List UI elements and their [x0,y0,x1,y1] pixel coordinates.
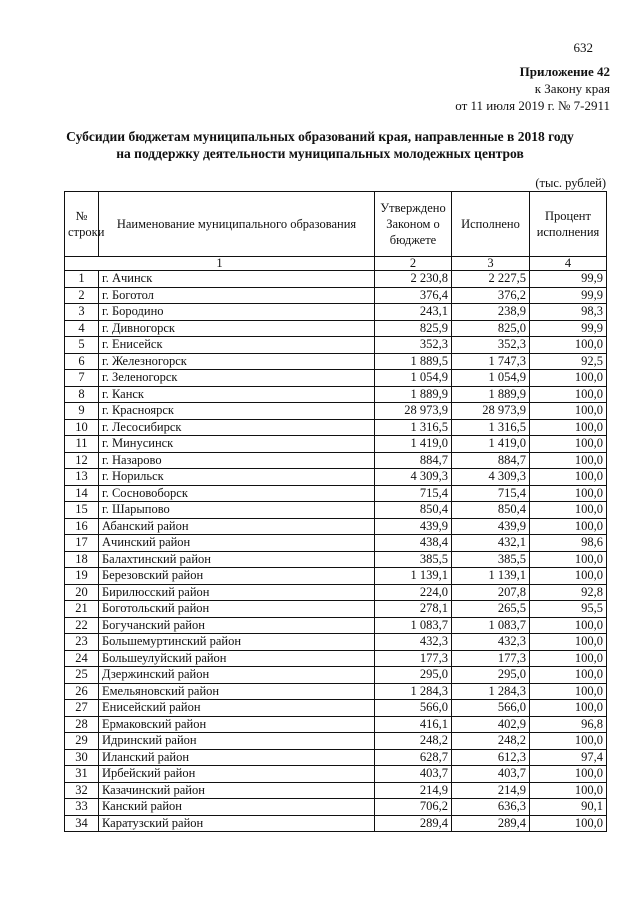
row-percent: 96,8 [530,716,607,733]
row-municipality: Березовский район [99,568,375,585]
table-row [65,617,607,634]
table-row [65,271,607,288]
appendix-date: от 11 июля 2019 г. № 7-2911 [455,98,610,113]
row-municipality: Казачинский район [99,782,375,799]
row-number: 11 [65,436,99,453]
row-executed: 214,9 [452,782,530,799]
row-executed: 432,1 [452,535,530,552]
row-number: 9 [65,403,99,420]
row-number: 25 [65,667,99,684]
row-approved: 628,7 [375,749,452,766]
row-executed: 850,4 [452,502,530,519]
row-executed: 1 747,3 [452,353,530,370]
row-executed: 248,2 [452,733,530,750]
row-municipality: Канский район [99,799,375,816]
table-row [65,601,607,618]
row-number: 1 [65,271,99,288]
table-row [65,667,607,684]
column-number-3: 3 [452,257,530,271]
row-number: 30 [65,749,99,766]
units-label: (тыс. рублей) [535,176,606,190]
row-percent: 92,5 [530,353,607,370]
row-percent: 92,8 [530,584,607,601]
table-row [65,716,607,733]
row-municipality: Богучанский район [99,617,375,634]
row-approved: 177,3 [375,650,452,667]
row-executed: 2 227,5 [452,271,530,288]
table-row [65,733,607,750]
header-executed: Исполнено [452,192,530,257]
row-number: 20 [65,584,99,601]
row-number: 7 [65,370,99,387]
row-approved: 2 230,8 [375,271,452,288]
row-municipality: г. Бородино [99,304,375,321]
document-title [0,128,640,162]
row-approved: 1 284,3 [375,683,452,700]
row-number: 16 [65,518,99,535]
row-executed: 715,4 [452,485,530,502]
row-number: 17 [65,535,99,552]
table-row [65,403,607,420]
table-row [65,650,607,667]
row-executed: 1 419,0 [452,436,530,453]
row-percent: 100,0 [530,766,607,783]
row-number: 4 [65,320,99,337]
row-approved: 1 139,1 [375,568,452,585]
row-municipality: Иланский район [99,749,375,766]
row-approved: 825,9 [375,320,452,337]
row-municipality: Идринский район [99,733,375,750]
row-number: 18 [65,551,99,568]
table-row [65,634,607,651]
table-row [65,386,607,403]
row-percent: 100,0 [530,815,607,832]
row-approved: 214,9 [375,782,452,799]
row-percent: 100,0 [530,568,607,585]
table-row [65,766,607,783]
row-percent: 100,0 [530,502,607,519]
row-approved: 439,9 [375,518,452,535]
row-municipality: г. Железногорск [99,353,375,370]
row-municipality: г. Енисейск [99,337,375,354]
row-number: 5 [65,337,99,354]
column-number-row [65,257,607,271]
table-row [65,337,607,354]
table-row [65,452,607,469]
row-municipality: Дзержинский район [99,667,375,684]
row-executed: 432,3 [452,634,530,651]
row-percent: 100,0 [530,436,607,453]
row-approved: 884,7 [375,452,452,469]
table-row [65,469,607,486]
row-executed: 439,9 [452,518,530,535]
row-approved: 289,4 [375,815,452,832]
row-number: 34 [65,815,99,832]
row-percent: 98,6 [530,535,607,552]
row-executed: 352,3 [452,337,530,354]
row-number: 22 [65,617,99,634]
table-row [65,320,607,337]
row-number: 10 [65,419,99,436]
row-number: 15 [65,502,99,519]
row-municipality: Бирилюсский район [99,584,375,601]
row-approved: 1 419,0 [375,436,452,453]
row-approved: 403,7 [375,766,452,783]
row-municipality: Ачинский район [99,535,375,552]
table-row [65,683,607,700]
table-row [65,370,607,387]
row-number: 26 [65,683,99,700]
row-executed: 28 973,9 [452,403,530,420]
row-executed: 1 889,9 [452,386,530,403]
row-percent: 100,0 [530,370,607,387]
row-number: 21 [65,601,99,618]
appendix-title: Приложение 42 [519,64,610,79]
appendix-block [455,63,610,114]
row-municipality: г. Канск [99,386,375,403]
table-row [65,485,607,502]
row-municipality: Балахтинский район [99,551,375,568]
row-executed: 884,7 [452,452,530,469]
row-approved: 1 889,9 [375,386,452,403]
table-row [65,749,607,766]
row-approved: 566,0 [375,700,452,717]
row-executed: 207,8 [452,584,530,601]
row-executed: 825,0 [452,320,530,337]
row-approved: 715,4 [375,485,452,502]
row-percent: 100,0 [530,683,607,700]
row-approved: 243,1 [375,304,452,321]
table-header-row [65,192,607,257]
row-municipality: г. Зеленогорск [99,370,375,387]
table-row [65,304,607,321]
row-approved: 1 054,9 [375,370,452,387]
row-executed: 1 083,7 [452,617,530,634]
row-municipality: Боготольский район [99,601,375,618]
row-percent: 95,5 [530,601,607,618]
row-percent: 100,0 [530,518,607,535]
row-number: 8 [65,386,99,403]
table-row [65,287,607,304]
row-number: 19 [65,568,99,585]
row-executed: 636,3 [452,799,530,816]
row-municipality: г. Норильск [99,469,375,486]
table-row [65,535,607,552]
row-municipality: Большеулуйский район [99,650,375,667]
row-municipality: Ермаковский район [99,716,375,733]
column-number-1: 1 [65,257,375,271]
row-percent: 99,9 [530,271,607,288]
row-executed: 1 054,9 [452,370,530,387]
table-row [65,799,607,816]
row-percent: 100,0 [530,419,607,436]
row-number: 33 [65,799,99,816]
row-approved: 278,1 [375,601,452,618]
row-municipality: Каратузский район [99,815,375,832]
row-percent: 90,1 [530,799,607,816]
row-number: 28 [65,716,99,733]
row-approved: 385,5 [375,551,452,568]
table-row [65,700,607,717]
row-approved: 352,3 [375,337,452,354]
row-approved: 295,0 [375,667,452,684]
row-approved: 224,0 [375,584,452,601]
row-executed: 1 316,5 [452,419,530,436]
row-number: 31 [65,766,99,783]
row-number: 14 [65,485,99,502]
row-executed: 4 309,3 [452,469,530,486]
table-row [65,584,607,601]
row-percent: 100,0 [530,386,607,403]
row-approved: 1 889,5 [375,353,452,370]
row-approved: 4 309,3 [375,469,452,486]
row-percent: 100,0 [530,551,607,568]
row-percent: 100,0 [530,485,607,502]
row-municipality: Емельяновский район [99,683,375,700]
row-number: 24 [65,650,99,667]
table-row [65,436,607,453]
row-approved: 706,2 [375,799,452,816]
row-percent: 100,0 [530,700,607,717]
row-executed: 289,4 [452,815,530,832]
row-number: 27 [65,700,99,717]
row-executed: 295,0 [452,667,530,684]
row-municipality: Абанский район [99,518,375,535]
row-percent: 100,0 [530,667,607,684]
row-percent: 99,9 [530,320,607,337]
row-number: 12 [65,452,99,469]
row-municipality: г. Ачинск [99,271,375,288]
row-approved: 248,2 [375,733,452,750]
row-municipality: г. Назарово [99,452,375,469]
row-executed: 566,0 [452,700,530,717]
row-number: 3 [65,304,99,321]
row-number: 29 [65,733,99,750]
row-executed: 376,2 [452,287,530,304]
row-percent: 98,3 [530,304,607,321]
row-executed: 402,9 [452,716,530,733]
row-approved: 28 973,9 [375,403,452,420]
row-approved: 432,3 [375,634,452,651]
column-number-4: 4 [530,257,607,271]
row-approved: 416,1 [375,716,452,733]
row-percent: 100,0 [530,617,607,634]
row-percent: 100,0 [530,403,607,420]
table-row [65,815,607,832]
row-municipality: г. Лесосибирск [99,419,375,436]
row-approved: 438,4 [375,535,452,552]
row-approved: 1 083,7 [375,617,452,634]
row-number: 6 [65,353,99,370]
row-municipality: г. Сосновоборск [99,485,375,502]
title-line-1: Субсидии бюджетам муниципальных образований края, направленные в 2018 году [66,129,574,144]
row-executed: 1 139,1 [452,568,530,585]
column-number-2: 2 [375,257,452,271]
row-percent: 100,0 [530,452,607,469]
row-number: 32 [65,782,99,799]
row-executed: 385,5 [452,551,530,568]
row-municipality: г. Шарыпово [99,502,375,519]
appendix-law: к Закону края [534,81,610,96]
table-row [65,782,607,799]
row-percent: 100,0 [530,650,607,667]
table-row [65,419,607,436]
row-municipality: Ирбейский район [99,766,375,783]
header-num: № строки [65,192,99,257]
row-municipality: г. Дивногорск [99,320,375,337]
row-executed: 265,5 [452,601,530,618]
row-executed: 238,9 [452,304,530,321]
row-percent: 100,0 [530,634,607,651]
row-approved: 376,4 [375,287,452,304]
row-percent: 100,0 [530,469,607,486]
row-percent: 100,0 [530,733,607,750]
subsidies-table [64,191,607,832]
title-line-2: на поддержку деятельности муниципальных молодежных центров [116,146,524,161]
row-percent: 100,0 [530,337,607,354]
row-executed: 177,3 [452,650,530,667]
page-number: 632 [573,40,593,55]
row-number: 13 [65,469,99,486]
row-executed: 403,7 [452,766,530,783]
table-row [65,551,607,568]
header-percent: Процент исполнения [530,192,607,257]
row-municipality: г. Минусинск [99,436,375,453]
row-percent: 99,9 [530,287,607,304]
row-number: 2 [65,287,99,304]
header-name: Наименование муниципального образования [99,192,375,257]
row-municipality: г. Боготол [99,287,375,304]
row-percent: 97,4 [530,749,607,766]
table-row [65,502,607,519]
table-row [65,568,607,585]
row-approved: 1 316,5 [375,419,452,436]
row-executed: 612,3 [452,749,530,766]
table-row [65,518,607,535]
row-executed: 1 284,3 [452,683,530,700]
header-approved: Утверждено Законом о бюджете [375,192,452,257]
row-approved: 850,4 [375,502,452,519]
table-row [65,353,607,370]
row-number: 23 [65,634,99,651]
row-municipality: Енисейский район [99,700,375,717]
row-municipality: г. Красноярск [99,403,375,420]
row-municipality: Большемуртинский район [99,634,375,651]
row-percent: 100,0 [530,782,607,799]
